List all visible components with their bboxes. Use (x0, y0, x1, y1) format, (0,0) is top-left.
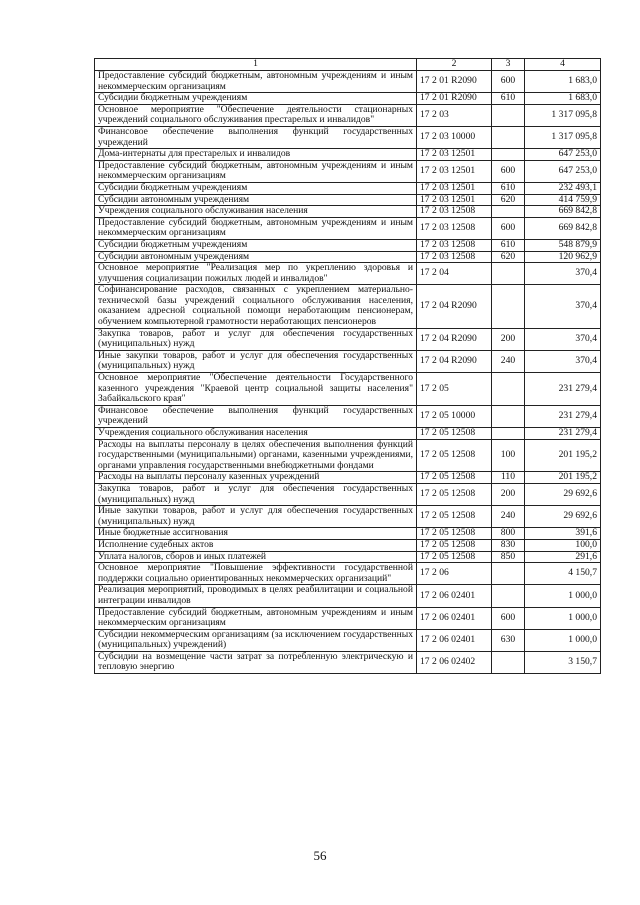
table-row (95, 373, 601, 406)
row-amount: 1 000,0 (525, 585, 601, 607)
row-type: 600 (492, 607, 525, 629)
header-col-4: 4 (525, 59, 601, 71)
row-code: 17 2 05 12508 (417, 528, 492, 540)
table-row (95, 551, 601, 563)
table-row (95, 160, 601, 182)
page-number: 56 (313, 848, 327, 863)
row-amount: 231 279,4 (525, 405, 601, 427)
row-name: Предоставление субсидий бюджетным, автономным учреждениям и иным некоммерческим организациям (95, 71, 417, 93)
row-type: 630 (492, 629, 525, 651)
row-amount: 231 279,4 (525, 428, 601, 440)
table-row (95, 126, 601, 148)
table-header (95, 59, 601, 71)
row-amount: 29 692,6 (525, 483, 601, 505)
row-amount: 201 195,2 (525, 439, 601, 472)
row-amount: 548 879,9 (525, 239, 601, 251)
row-name: Исполнение судебных актов (95, 539, 417, 551)
table-row (95, 539, 601, 551)
row-name: Субсидии бюджетным учреждениям (95, 239, 417, 251)
row-type: 610 (492, 182, 525, 194)
table-row (95, 239, 601, 251)
row-type: 240 (492, 350, 525, 372)
row-amount: 1 000,0 (525, 607, 601, 629)
row-name: Реализация мероприятий, проводимых в целях реабилитации и социальной интеграции инвалидов (95, 585, 417, 607)
row-name: Финансовое обеспечение выполнения функций государственных учреждений (95, 405, 417, 427)
row-code: 17 2 03 10000 (417, 126, 492, 148)
row-name: Уплата налогов, сборов и иных платежей (95, 551, 417, 563)
table-row (95, 528, 601, 540)
table-row (95, 93, 601, 105)
row-name: Субсидии автономным учреждениям (95, 251, 417, 263)
row-name: Иные бюджетные ассигнования (95, 528, 417, 540)
row-code: 17 2 05 10000 (417, 405, 492, 427)
row-code: 17 2 05 (417, 373, 492, 406)
row-amount: 3 150,7 (525, 651, 601, 673)
table-row (95, 71, 601, 93)
row-amount: 669 842,8 (525, 206, 601, 218)
row-name: Субсидии на возмещение части затрат за потребленную электрическую и тепловую энергию (95, 651, 417, 673)
row-amount: 1 317 095,8 (525, 104, 601, 126)
row-name: Закупка товаров, работ и услуг для обеспечения государственных (муниципальных) нужд (95, 483, 417, 505)
row-type: 600 (492, 160, 525, 182)
row-amount: 391,6 (525, 528, 601, 540)
budget-table (94, 58, 601, 674)
row-amount: 647 253,0 (525, 149, 601, 161)
row-code: 17 2 03 12508 (417, 251, 492, 263)
row-amount: 370,4 (525, 350, 601, 372)
row-code: 17 2 05 12508 (417, 439, 492, 472)
table-row (95, 506, 601, 528)
table-row (95, 563, 601, 585)
row-name: Основное мероприятие "Реализация мер по укреплению здоровья и улучшения социализации пожилых людей и инвалидов" (95, 263, 417, 285)
row-amount: 370,4 (525, 263, 601, 285)
row-name: Иные закупки товаров, работ и услуг для обеспечения государственных (муниципальных) нужд (95, 350, 417, 372)
row-code: 17 2 04 (417, 263, 492, 285)
table-row (95, 149, 601, 161)
row-type: 240 (492, 506, 525, 528)
table-row (95, 217, 601, 239)
row-code: 17 2 04 R2090 (417, 285, 492, 328)
row-code: 17 2 05 12508 (417, 551, 492, 563)
row-type (492, 373, 525, 406)
row-amount: 414 759,9 (525, 194, 601, 206)
row-code: 17 2 03 12501 (417, 182, 492, 194)
table-row (95, 263, 601, 285)
row-name: Субсидии автономным учреждениям (95, 194, 417, 206)
row-code: 17 2 01 R2090 (417, 71, 492, 93)
row-code: 17 2 04 R2090 (417, 328, 492, 350)
row-name: Основное мероприятие "Обеспечение деятельности стационарных учреждений социального обслуживания престарелых и инвалидов" (95, 104, 417, 126)
row-amount: 1 683,0 (525, 93, 601, 105)
row-amount: 29 692,6 (525, 506, 601, 528)
row-name: Иные закупки товаров, работ и услуг для обеспечения государственных (муниципальных) нужд (95, 506, 417, 528)
table-row (95, 629, 601, 651)
row-type (492, 149, 525, 161)
table-row (95, 206, 601, 218)
row-code: 17 2 05 12508 (417, 506, 492, 528)
row-type (492, 428, 525, 440)
row-name: Предоставление субсидий бюджетным, автономным учреждениям и иным некоммерческим организациям (95, 160, 417, 182)
row-amount: 232 493,1 (525, 182, 601, 194)
row-amount: 647 253,0 (525, 160, 601, 182)
row-amount: 1 317 095,8 (525, 126, 601, 148)
row-type: 610 (492, 93, 525, 105)
row-code: 17 2 05 12508 (417, 472, 492, 484)
row-code: 17 2 03 12501 (417, 149, 492, 161)
header-row (95, 59, 601, 71)
row-name: Закупка товаров, работ и услуг для обеспечения государственных (муниципальных) нужд (95, 328, 417, 350)
table-row (95, 585, 601, 607)
row-name: Субсидии некоммерческим организациям (за исключением государственных (муниципальных) учреждений) (95, 629, 417, 651)
header-col-2: 2 (417, 59, 492, 71)
row-type: 610 (492, 239, 525, 251)
row-amount: 231 279,4 (525, 373, 601, 406)
table-row (95, 405, 601, 427)
table-row (95, 439, 601, 472)
table-body (95, 71, 601, 674)
row-code: 17 2 06 02401 (417, 607, 492, 629)
row-type: 620 (492, 251, 525, 263)
row-type (492, 585, 525, 607)
row-amount: 100,0 (525, 539, 601, 551)
row-amount: 669 842,8 (525, 217, 601, 239)
row-name: Дома-интернаты для престарелых и инвалидов (95, 149, 417, 161)
row-code: 17 2 05 12508 (417, 483, 492, 505)
row-type: 100 (492, 439, 525, 472)
row-code: 17 2 03 12508 (417, 206, 492, 218)
row-type (492, 206, 525, 218)
row-type: 830 (492, 539, 525, 551)
row-name: Расходы на выплаты персоналу казенных учреждений (95, 472, 417, 484)
row-amount: 4 150,7 (525, 563, 601, 585)
row-name: Основное мероприятие "Повышение эффективности государственной поддержки социально ориентированных некоммерческих организаций" (95, 563, 417, 585)
row-amount: 120 962,9 (525, 251, 601, 263)
row-type (492, 563, 525, 585)
row-code: 17 2 03 12501 (417, 160, 492, 182)
table-row (95, 285, 601, 328)
row-type (492, 405, 525, 427)
row-name: Субсидии бюджетным учреждениям (95, 93, 417, 105)
table-row (95, 607, 601, 629)
row-type: 600 (492, 217, 525, 239)
row-name: Расходы на выплаты персоналу в целях обеспечения выполнения функций государственными (муниципальными) органами, казенными учреждениями, органами управления государственными внебюджетными фондами (95, 439, 417, 472)
header-col-3: 3 (492, 59, 525, 71)
table-row (95, 251, 601, 263)
row-type (492, 263, 525, 285)
row-type: 600 (492, 71, 525, 93)
row-code: 17 2 03 12501 (417, 194, 492, 206)
row-code: 17 2 06 02401 (417, 629, 492, 651)
table-row (95, 651, 601, 673)
header-col-1: 1 (95, 59, 417, 71)
row-code: 17 2 06 02402 (417, 651, 492, 673)
table-row (95, 182, 601, 194)
row-type: 850 (492, 551, 525, 563)
row-name: Предоставление субсидий бюджетным, автономным учреждениям и иным некоммерческим организациям (95, 217, 417, 239)
row-name: Предоставление субсидий бюджетным, автономным учреждениям и иным некоммерческим организациям (95, 607, 417, 629)
table-row (95, 194, 601, 206)
row-type: 200 (492, 483, 525, 505)
row-name: Основное мероприятие "Обеспечение деятельности Государственного казенного учреждения "Краевой центр социальной защиты населения" Забайкальского края" (95, 373, 417, 406)
table-row (95, 472, 601, 484)
row-amount: 1 683,0 (525, 71, 601, 93)
row-code: 17 2 05 12508 (417, 539, 492, 551)
row-amount: 370,4 (525, 328, 601, 350)
row-type (492, 651, 525, 673)
row-amount: 1 000,0 (525, 629, 601, 651)
table-row (95, 428, 601, 440)
row-amount: 370,4 (525, 285, 601, 328)
row-type: 800 (492, 528, 525, 540)
table-row (95, 483, 601, 505)
row-code: 17 2 01 R2090 (417, 93, 492, 105)
row-type: 110 (492, 472, 525, 484)
row-code: 17 2 03 (417, 104, 492, 126)
row-type (492, 126, 525, 148)
row-name: Финансовое обеспечение выполнения функций государственных учреждений (95, 126, 417, 148)
row-name: Софинансирование расходов, связанных с укреплением материально-технической базы учреждений социального обслуживания населения, оказанием адресной социальной помощи неработающим пенсионерам, обучением компьютерной грамотности неработающих пенсионеров (95, 285, 417, 328)
row-type (492, 104, 525, 126)
row-amount: 291,6 (525, 551, 601, 563)
table-row (95, 104, 601, 126)
row-name: Учреждения социального обслуживания населения (95, 206, 417, 218)
row-type: 200 (492, 328, 525, 350)
row-type (492, 285, 525, 328)
row-code: 17 2 03 12508 (417, 239, 492, 251)
row-name: Учреждения социального обслуживания населения (95, 428, 417, 440)
table-row (95, 328, 601, 350)
row-amount: 201 195,2 (525, 472, 601, 484)
table-row (95, 350, 601, 372)
row-code: 17 2 03 12508 (417, 217, 492, 239)
row-code: 17 2 06 02401 (417, 585, 492, 607)
row-type: 620 (492, 194, 525, 206)
row-code: 17 2 05 12508 (417, 428, 492, 440)
row-name: Субсидии бюджетным учреждениям (95, 182, 417, 194)
row-code: 17 2 06 (417, 563, 492, 585)
row-code: 17 2 04 R2090 (417, 350, 492, 372)
